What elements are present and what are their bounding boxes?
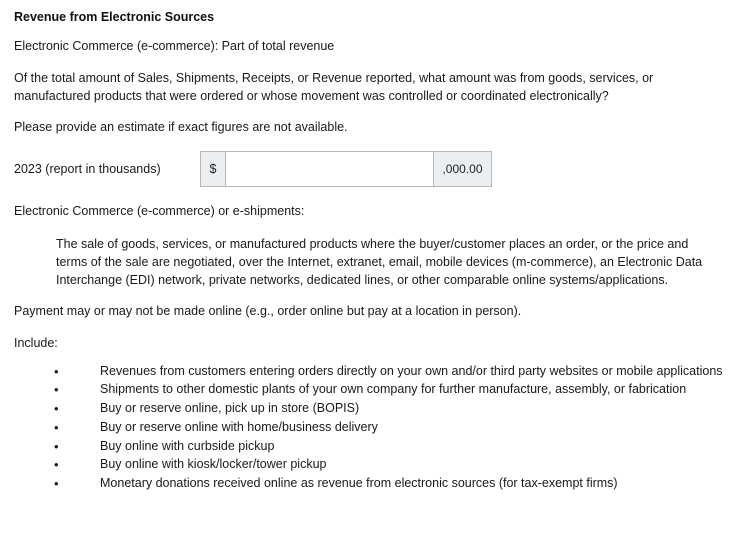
list-item — [14, 438, 723, 456]
list-item-label: Revenues from customers entering orders directly on your own and/or third party websites or mobile applications — [100, 363, 723, 378]
list-item — [14, 419, 723, 437]
bullet-icon: • — [54, 476, 59, 492]
section-subtitle: Electronic Commerce (e-commerce): Part of total revenue — [14, 39, 335, 53]
bullet-icon: • — [54, 457, 59, 473]
list-item-label: Buy online with kiosk/locker/tower pickup — [100, 457, 327, 472]
currency-symbol: $ — [201, 152, 226, 186]
amount-entry-row — [14, 151, 723, 187]
list-item-label: Buy online with curbside pickup — [100, 438, 275, 453]
definition-body: The sale of goods, services, or manufactured products where the buyer/customer places an order, or the price and terms of the sale are negotiated, over the Internet, extranet, email, mobile devices (m-commerce), an Electronic Data Interchange (EDI) network, private networks, dedicated lines, or other comparable online systems/applications. — [56, 236, 703, 287]
amount-input[interactable] — [226, 152, 433, 186]
question-text: Of the total amount of Sales, Shipments, Receipts, or Revenue reported, what amount was from goods, services, or manufactured products that were ordered or whose movement was controlled or coordinated electronically? — [14, 70, 654, 103]
estimate-note: Please provide an estimate if exact figures are not available. — [14, 120, 348, 135]
amount-entry-label: 2023 (report in thousands) — [14, 162, 161, 176]
list-item-label: Buy or reserve online, pick up in store (BOPIS) — [100, 401, 360, 416]
bullet-icon: • — [54, 438, 59, 454]
list-item — [14, 363, 723, 381]
list-item — [14, 456, 723, 474]
cents-suffix: ,000.00 — [433, 152, 491, 186]
bullet-icon: • — [54, 401, 59, 417]
payment-note: Payment may or may not be made online (e.g., order online but pay at a location in person). — [14, 304, 522, 319]
list-item — [14, 475, 723, 493]
list-item-label: Buy or reserve online with home/business delivery — [100, 419, 378, 434]
bullet-icon: • — [54, 382, 59, 398]
page-title: Revenue from Electronic Sources — [14, 10, 215, 24]
include-label: Include: — [14, 335, 58, 350]
definition-heading: Electronic Commerce (e-commerce) or e-shipments: — [14, 204, 305, 218]
list-item — [14, 381, 723, 399]
list-item-label: Shipments to other domestic plants of your own company for further manufacture, assembly, or fabrication — [100, 382, 687, 397]
include-list — [14, 363, 723, 493]
list-item-label: Monetary donations received online as revenue from electronic sources (for tax-exempt firms) — [100, 476, 618, 491]
bullet-icon: • — [54, 363, 59, 379]
amount-entry-box[interactable] — [200, 151, 492, 187]
list-item — [14, 400, 723, 418]
bullet-icon: • — [54, 419, 59, 435]
